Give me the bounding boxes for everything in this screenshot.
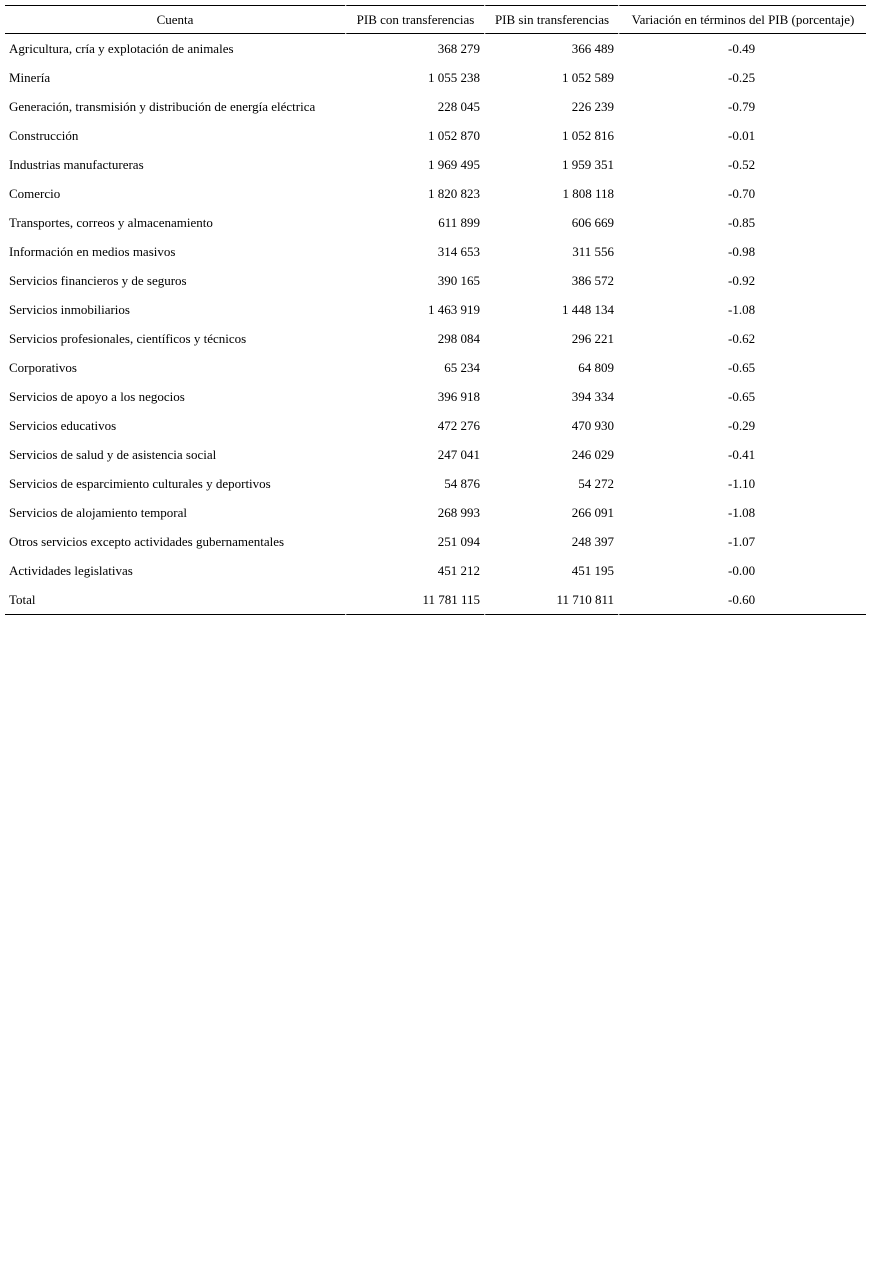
- cell-pib-sin: 606 669: [484, 208, 618, 237]
- cell-pib-con: 1 969 495: [345, 150, 484, 179]
- cell-pib-con: 472 276: [345, 411, 484, 440]
- cell-variacion: -1.07: [618, 527, 866, 556]
- table-row: [5, 353, 866, 382]
- cell-pib-con: 54 876: [345, 469, 484, 498]
- pib-transfer-table: [5, 5, 866, 615]
- cell-pib-con: 1 052 870: [345, 121, 484, 150]
- table-row: [5, 34, 866, 63]
- total-row: [5, 585, 866, 615]
- table-row: [5, 527, 866, 556]
- cell-pib-sin: 1 052 589: [484, 63, 618, 92]
- cell-pib-con: 611 899: [345, 208, 484, 237]
- header-pib-con-transferencias: PIB con transferencias: [345, 5, 484, 34]
- table-row: [5, 237, 866, 266]
- cell-pib-sin: 386 572: [484, 266, 618, 295]
- table-row: [5, 266, 866, 295]
- cell-variacion: -0.25: [618, 63, 866, 92]
- cell-variacion: -0.41: [618, 440, 866, 469]
- cell-cuenta: Industrias manufactureras: [9, 157, 144, 172]
- cell-variacion: -0.00: [618, 556, 866, 585]
- cell-variacion: -0.65: [618, 382, 866, 411]
- table-row: [5, 382, 866, 411]
- table-row: [5, 208, 866, 237]
- cell-pib-con: 451 212: [345, 556, 484, 585]
- cell-pib-con: 65 234: [345, 353, 484, 382]
- cell-pib-sin: 451 195: [484, 556, 618, 585]
- pib-table-container: [5, 5, 866, 615]
- cell-pib-sin: 64 809: [484, 353, 618, 382]
- table-row: [5, 63, 866, 92]
- cell-pib-sin: 296 221: [484, 324, 618, 353]
- cell-pib-con: 1 463 919: [345, 295, 484, 324]
- cell-pib-con: 396 918: [345, 382, 484, 411]
- cell-pib-sin: 311 556: [484, 237, 618, 266]
- cell-cuenta: Servicios de esparcimiento culturales y deportivos: [9, 476, 271, 491]
- cell-pib-con: 268 993: [345, 498, 484, 527]
- cell-pib-sin: 470 930: [484, 411, 618, 440]
- cell-pib-sin: 1 052 816: [484, 121, 618, 150]
- cell-cuenta: Actividades legislativas: [9, 563, 133, 578]
- cell-pib-sin: 266 091: [484, 498, 618, 527]
- cell-pib-con: 314 653: [345, 237, 484, 266]
- cell-cuenta: Servicios financieros y de seguros: [9, 273, 187, 288]
- cell-pib-con: 251 094: [345, 527, 484, 556]
- total-label: Total: [5, 585, 345, 615]
- cell-variacion: -0.85: [618, 208, 866, 237]
- cell-variacion: -0.01: [618, 121, 866, 150]
- cell-cuenta: Servicios de salud y de asistencia social: [9, 447, 217, 462]
- cell-cuenta: Servicios de apoyo a los negocios: [9, 389, 185, 404]
- cell-pib-con: 1 055 238: [345, 63, 484, 92]
- cell-pib-con: 368 279: [345, 34, 484, 63]
- table-row: [5, 295, 866, 324]
- cell-pib-sin: 248 397: [484, 527, 618, 556]
- cell-variacion: -0.70: [618, 179, 866, 208]
- cell-pib-sin: 54 272: [484, 469, 618, 498]
- cell-cuenta: Generación, transmisión y distribución de energía eléctrica: [9, 99, 316, 114]
- cell-variacion: -0.98: [618, 237, 866, 266]
- table-row: [5, 150, 866, 179]
- cell-pib-sin: 1 959 351: [484, 150, 618, 179]
- header-variacion: Variación en términos del PIB (porcentaje): [618, 5, 866, 34]
- table-row: [5, 556, 866, 585]
- cell-variacion: -0.62: [618, 324, 866, 353]
- cell-pib-con: 390 165: [345, 266, 484, 295]
- header-cuenta: Cuenta: [5, 5, 345, 34]
- cell-pib-sin: 394 334: [484, 382, 618, 411]
- total-pib-con: 11 781 115: [345, 585, 484, 615]
- cell-pib-sin: 1 808 118: [484, 179, 618, 208]
- cell-cuenta: Información en medios masivos: [9, 244, 176, 259]
- cell-variacion: -0.49: [618, 34, 866, 63]
- cell-variacion: -0.92: [618, 266, 866, 295]
- cell-pib-sin: 366 489: [484, 34, 618, 63]
- table-row: [5, 121, 866, 150]
- cell-pib-sin: 226 239: [484, 92, 618, 121]
- cell-variacion: -1.08: [618, 295, 866, 324]
- cell-cuenta: Servicios profesionales, científicos y técnicos: [9, 331, 247, 346]
- table-header: [5, 5, 866, 34]
- cell-cuenta: Servicios educativos: [9, 418, 117, 433]
- cell-variacion: -0.29: [618, 411, 866, 440]
- cell-cuenta: Construcción: [9, 128, 79, 143]
- table-row: [5, 498, 866, 527]
- cell-cuenta: Servicios inmobiliarios: [9, 302, 130, 317]
- cell-cuenta: Minería: [9, 70, 51, 85]
- table-body: [5, 34, 866, 615]
- total-variacion: -0.60: [618, 585, 866, 615]
- cell-cuenta: Corporativos: [9, 360, 77, 375]
- cell-pib-con: 228 045: [345, 92, 484, 121]
- cell-variacion: -0.52: [618, 150, 866, 179]
- cell-cuenta: Comercio: [9, 186, 61, 201]
- table-row: [5, 411, 866, 440]
- cell-pib-con: 247 041: [345, 440, 484, 469]
- cell-pib-con: 1 820 823: [345, 179, 484, 208]
- table-row: [5, 179, 866, 208]
- cell-cuenta: Servicios de alojamiento temporal: [9, 505, 187, 520]
- cell-pib-con: 298 084: [345, 324, 484, 353]
- table-row: [5, 324, 866, 353]
- cell-variacion: -0.65: [618, 353, 866, 382]
- header-pib-sin-transferencias: PIB sin transferencias: [484, 5, 618, 34]
- table-row: [5, 469, 866, 498]
- cell-cuenta: Otros servicios excepto actividades gubernamentales: [9, 534, 285, 549]
- cell-cuenta: Transportes, correos y almacenamiento: [9, 215, 213, 230]
- cell-pib-sin: 1 448 134: [484, 295, 618, 324]
- cell-variacion: -1.08: [618, 498, 866, 527]
- cell-cuenta: Agricultura, cría y explotación de animales: [9, 41, 234, 56]
- cell-variacion: -1.10: [618, 469, 866, 498]
- cell-variacion: -0.79: [618, 92, 866, 121]
- header-row: [5, 5, 866, 34]
- table-row: [5, 440, 866, 469]
- total-pib-sin: 11 710 811: [484, 585, 618, 615]
- table-row: [5, 92, 866, 121]
- cell-pib-sin: 246 029: [484, 440, 618, 469]
